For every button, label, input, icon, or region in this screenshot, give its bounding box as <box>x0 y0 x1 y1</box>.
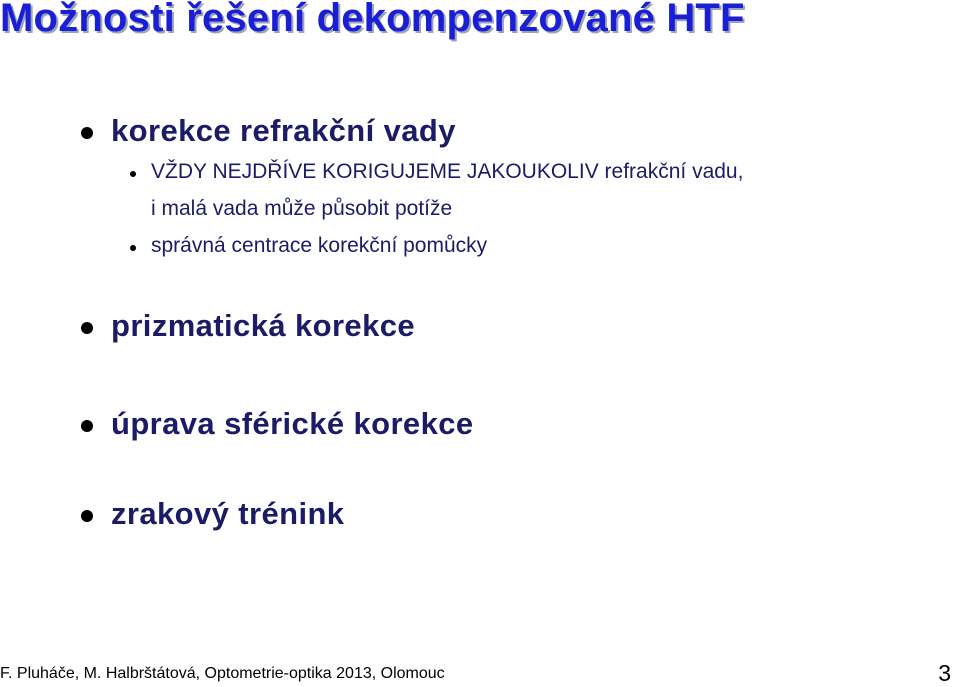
bullet-dot <box>81 420 93 432</box>
bullet-item <box>111 496 344 532</box>
sub-bullet-item <box>151 234 487 258</box>
slide-title: Možnosti řešení dekompenzované HTF <box>0 0 745 40</box>
bullet-item <box>111 113 456 149</box>
sub-bullet-item <box>151 160 743 184</box>
bullet-dot <box>81 322 93 334</box>
bullet-item <box>111 406 474 442</box>
bullet-text: úprava sférické korekce <box>111 406 474 441</box>
sub-bullet-text: správná centrace korekční pomůcky <box>151 234 488 257</box>
bullet-text: prizmatická korekce <box>111 308 415 343</box>
bullet-item <box>111 308 415 344</box>
sub-bullet-continuation: i malá vada může působit potíže <box>151 197 453 220</box>
sub-bullet-dot <box>130 245 136 251</box>
sub-bullet-dot <box>130 171 136 177</box>
bullet-text: korekce refrakční vady <box>111 113 456 148</box>
bullet-dot <box>81 127 93 139</box>
footer-credits: F. Pluháče, M. Halbrštátová, Optometrie-optika 2013, Olomouc <box>0 665 445 682</box>
sub-bullet-text: VŽDY NEJDŘÍVE KORIGUJEME JAKOUKOLIV refrakční vadu, <box>151 160 744 183</box>
page-number: 3 <box>938 660 951 686</box>
bullet-text: zrakový trénink <box>111 496 345 531</box>
bullet-dot <box>81 510 93 522</box>
